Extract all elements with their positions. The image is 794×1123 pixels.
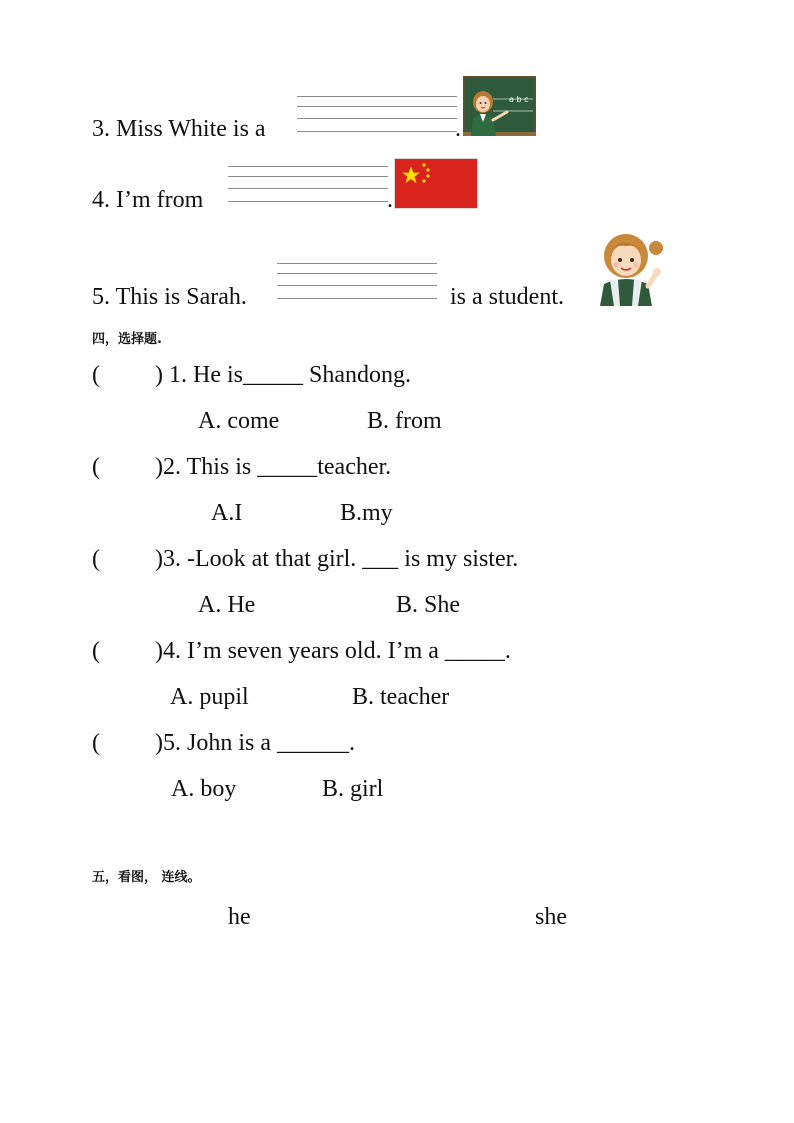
girl-picture [592,230,666,306]
question-5-stem: )5. John is a ______. [155,730,355,756]
question-1-stem: ) 1. He is_____ Shandong. [155,362,411,388]
section-5-heading: 五，看图， 连线。 [92,870,201,885]
question-3-stem: )3. -Look at that girl. ___ is my sister. [155,546,519,572]
answer-paren-2[interactable]: ( [92,454,100,480]
question-5-option-a: A. boy [171,776,237,802]
board-text: a b c [509,95,529,104]
question-2-option-a: A.I [211,500,243,526]
section-4-heading: 四，选择题. [92,332,162,347]
question-5-text-after: is a student. [450,284,564,310]
answer-paren-3[interactable]: ( [92,546,100,572]
answer-paren-5[interactable]: ( [92,730,100,756]
writing-lines-q4[interactable] [228,166,388,206]
match-word-she[interactable]: she [535,904,567,930]
question-3-option-b: B. She [396,592,461,618]
question-3-period: . [455,116,461,142]
question-3-text: 3. Miss White is a [92,116,266,142]
answer-paren-4[interactable]: ( [92,638,100,664]
china-flag-picture [394,158,478,209]
question-4-option-b: B. teacher [352,684,450,710]
question-4-option-a: A. pupil [170,684,249,710]
writing-lines-q3[interactable] [297,96,457,136]
question-1-option-b: B. from [367,408,442,434]
writing-lines-q5[interactable] [277,263,437,303]
question-2-option-b: B.my [340,500,393,526]
question-5-text-before: 5. This is Sarah. [92,284,247,310]
question-5-option-b: B. girl [322,776,384,802]
teacher-picture [463,76,536,136]
question-4-stem: )4. I’m seven years old. I’m a _____. [155,638,511,664]
question-4-period: . [387,187,393,213]
question-2-stem: )2. This is _____teacher. [155,454,392,480]
question-4-text: 4. I’m from [92,187,204,213]
match-word-he[interactable]: he [228,904,251,930]
answer-paren-1[interactable]: ( [92,362,100,388]
question-1-option-a: A. come [198,408,280,434]
question-3-option-a: A. He [198,592,256,618]
